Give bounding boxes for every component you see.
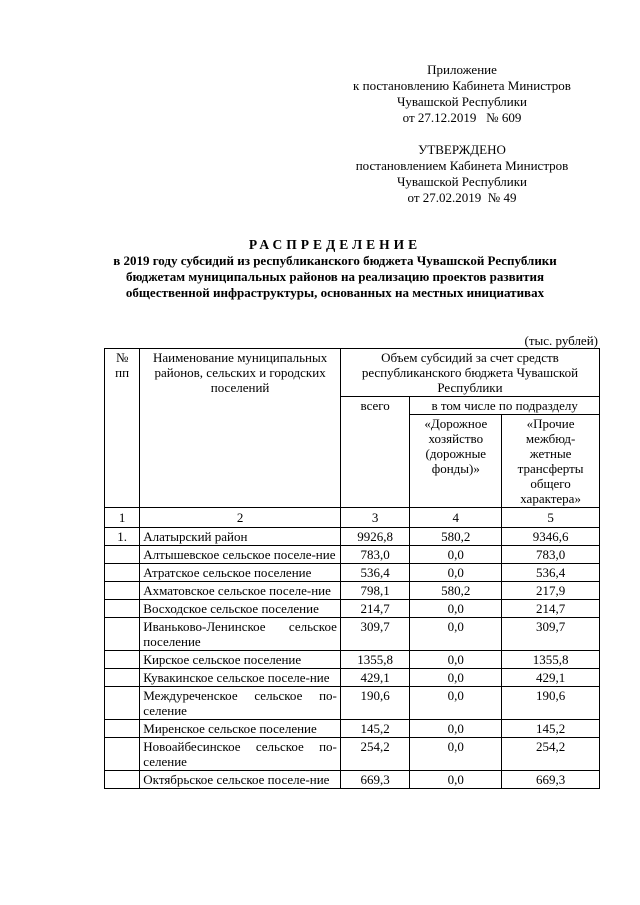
table-row bbox=[105, 771, 600, 789]
table-row bbox=[105, 564, 600, 582]
row-road: 0,0 bbox=[410, 687, 502, 720]
row-num bbox=[105, 618, 140, 651]
row-name: Атратское сельское поселение bbox=[140, 564, 341, 582]
district-row bbox=[105, 528, 600, 546]
row-name: Алатырский район bbox=[140, 528, 341, 546]
index-cell: 1 bbox=[105, 508, 140, 528]
table-row bbox=[105, 738, 600, 771]
index-cell: 2 bbox=[140, 508, 341, 528]
row-road: 0,0 bbox=[410, 564, 502, 582]
row-total: 254,2 bbox=[340, 738, 410, 771]
table-body bbox=[105, 528, 600, 789]
header-num: № пп bbox=[105, 349, 140, 508]
index-row bbox=[105, 508, 600, 528]
table-row bbox=[105, 651, 600, 669]
row-num: 1. bbox=[105, 528, 140, 546]
table-row bbox=[105, 582, 600, 600]
document-title bbox=[60, 237, 610, 301]
index-cell: 5 bbox=[502, 508, 600, 528]
header-name: Наименование муниципальных районов, сельских и городских поселений bbox=[140, 349, 341, 508]
table-row bbox=[105, 687, 600, 720]
row-other: 429,1 bbox=[502, 669, 600, 687]
row-total: 429,1 bbox=[340, 669, 410, 687]
row-road: 0,0 bbox=[410, 618, 502, 651]
row-num bbox=[105, 771, 140, 789]
appendix-line: Чувашской Республики bbox=[396, 94, 528, 109]
header-total: всего bbox=[340, 397, 410, 508]
table-row bbox=[105, 546, 600, 564]
row-road: 0,0 bbox=[410, 669, 502, 687]
row-num bbox=[105, 720, 140, 738]
row-name: Ахматовское сельское поселе-ние bbox=[140, 582, 341, 600]
appendix-block bbox=[332, 62, 592, 126]
row-other: 1355,8 bbox=[502, 651, 600, 669]
row-total: 798,1 bbox=[340, 582, 410, 600]
row-other: 217,9 bbox=[502, 582, 600, 600]
header-volume: Объем субсидий за счет средств республиканского бюджета Чувашской Республики bbox=[340, 349, 599, 397]
row-total: 309,7 bbox=[340, 618, 410, 651]
row-name: Кувакинское сельское поселе-ние bbox=[140, 669, 341, 687]
title-line: в 2019 году субсидий из республиканского бюджета Чувашской Республики bbox=[113, 253, 557, 268]
appendix-line: к постановлению Кабинета Министров bbox=[353, 78, 571, 93]
row-name: Междуреченское сельское по-селение bbox=[140, 687, 341, 720]
row-other: 536,4 bbox=[502, 564, 600, 582]
row-other: 309,7 bbox=[502, 618, 600, 651]
row-total: 214,7 bbox=[340, 600, 410, 618]
row-num bbox=[105, 582, 140, 600]
row-total: 9926,8 bbox=[340, 528, 410, 546]
header-row bbox=[105, 349, 600, 397]
row-total: 536,4 bbox=[340, 564, 410, 582]
row-total: 783,0 bbox=[340, 546, 410, 564]
approval-line: от 27.02.2019 № 49 bbox=[407, 190, 517, 205]
title-line: общественной инфраструктуры, основанных на местных инициативах bbox=[125, 285, 545, 300]
row-name: Новоайбесинское сельское по-селение bbox=[140, 738, 341, 771]
row-num bbox=[105, 564, 140, 582]
row-other: 254,2 bbox=[502, 738, 600, 771]
row-name: Восходское сельское поселение bbox=[140, 600, 341, 618]
row-total: 190,6 bbox=[340, 687, 410, 720]
row-total: 669,3 bbox=[340, 771, 410, 789]
approval-line: постановлением Кабинета Министров bbox=[355, 158, 569, 173]
row-name: Алтышевское сельское поселе-ние bbox=[140, 546, 341, 564]
row-num bbox=[105, 687, 140, 720]
row-other: 214,7 bbox=[502, 600, 600, 618]
approval-line: Чувашской Республики bbox=[396, 174, 528, 189]
row-road: 0,0 bbox=[410, 771, 502, 789]
row-road: 0,0 bbox=[410, 600, 502, 618]
row-road: 580,2 bbox=[410, 528, 502, 546]
table-row bbox=[105, 669, 600, 687]
row-name: Кирское сельское поселение bbox=[140, 651, 341, 669]
row-num bbox=[105, 600, 140, 618]
table-row bbox=[105, 720, 600, 738]
header-including: в том числе по подразделу bbox=[410, 397, 600, 415]
approval-line: УТВЕРЖДЕНО bbox=[418, 142, 506, 157]
row-road: 0,0 bbox=[410, 720, 502, 738]
row-num bbox=[105, 738, 140, 771]
row-road: 0,0 bbox=[410, 651, 502, 669]
row-num bbox=[105, 669, 140, 687]
index-cell: 4 bbox=[410, 508, 502, 528]
unit-label: (тыс. рублей) bbox=[524, 333, 598, 348]
row-num bbox=[105, 651, 140, 669]
title-heading: РАСПРЕДЕЛЕНИЕ bbox=[248, 237, 422, 252]
table-row bbox=[105, 618, 600, 651]
row-num bbox=[105, 546, 140, 564]
row-road: 0,0 bbox=[410, 546, 502, 564]
row-other: 190,6 bbox=[502, 687, 600, 720]
row-name: Миренское сельское поселение bbox=[140, 720, 341, 738]
index-cell: 3 bbox=[340, 508, 410, 528]
row-total: 145,2 bbox=[340, 720, 410, 738]
row-name: Октябрьское сельское поселе-ние bbox=[140, 771, 341, 789]
title-line: бюджетам муниципальных районов на реализацию проектов развития bbox=[125, 269, 545, 284]
appendix-line: Приложение bbox=[427, 62, 497, 77]
row-other: 783,0 bbox=[502, 546, 600, 564]
appendix-line: от 27.12.2019 № 609 bbox=[402, 110, 522, 125]
row-other: 669,3 bbox=[502, 771, 600, 789]
header-other: «Прочие межбюд-жетные трансферты общего характера» bbox=[502, 415, 600, 508]
row-road: 580,2 bbox=[410, 582, 502, 600]
subsidy-table bbox=[104, 348, 600, 789]
row-other: 145,2 bbox=[502, 720, 600, 738]
row-other: 9346,6 bbox=[502, 528, 600, 546]
approval-block bbox=[332, 142, 592, 206]
row-road: 0,0 bbox=[410, 738, 502, 771]
row-total: 1355,8 bbox=[340, 651, 410, 669]
header-road: «Дорожное хозяйство (дорожные фонды)» bbox=[410, 415, 502, 508]
table-row bbox=[105, 600, 600, 618]
row-name: Иваньково-Ленинское сельское поселение bbox=[140, 618, 341, 651]
